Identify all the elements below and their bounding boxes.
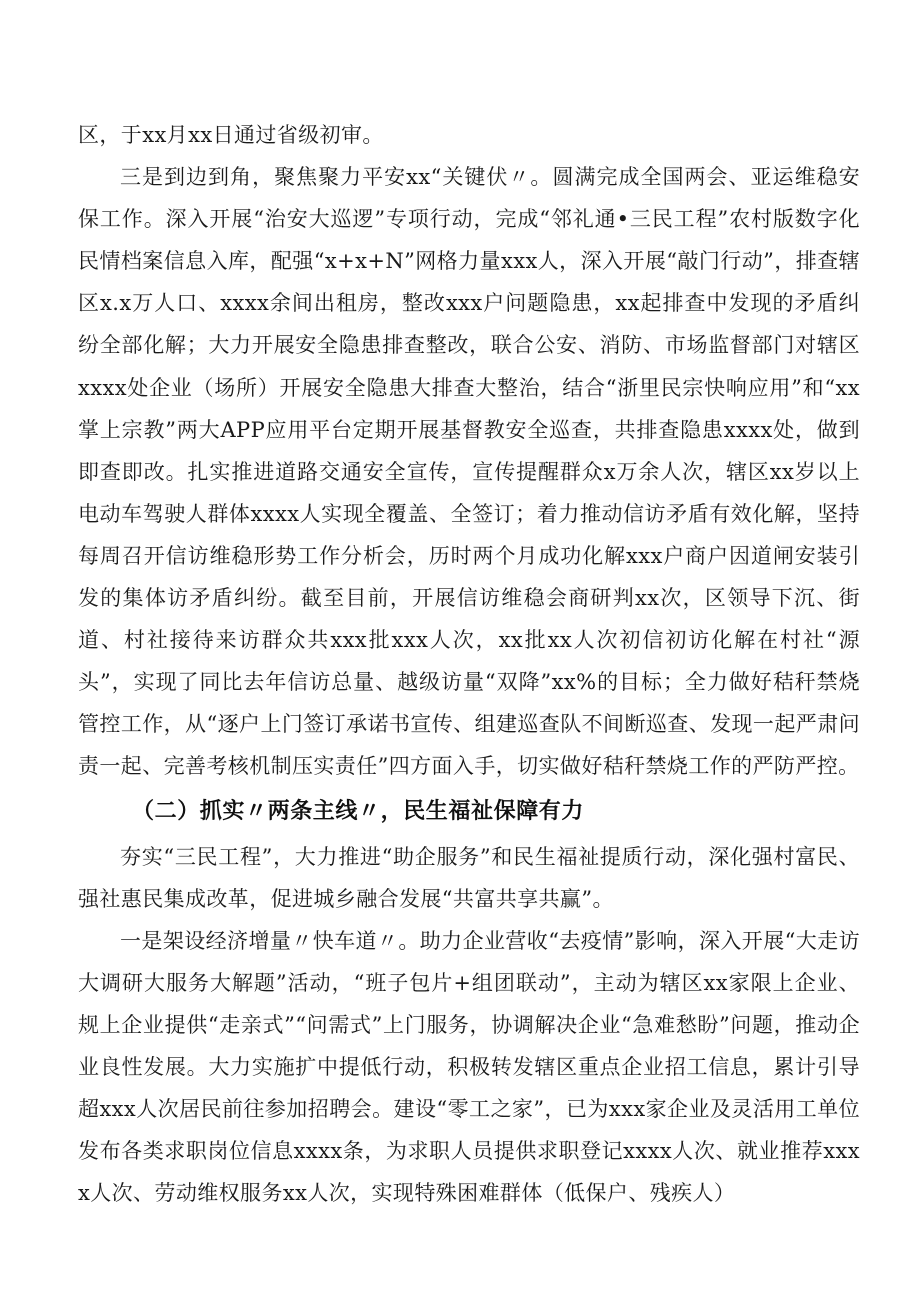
document-body <box>78 114 860 1214</box>
paragraph-safety-work: 三是到边到角，聚焦聚力平安xx“关键伏〃。圆满完成全国两会、亚运维稳安保工作。深入开展“治安大巡逻”专项行动，完成“邻礼通•三民工程”农村版数字化民情档案信息入库，配强“x+x+N”网格力量xxx人，深入开展“敲门行动”，排查辖区x.x万人口、xxxx余间出租房，整改xxx户问题隐患，xx起排查中发现的矛盾纠纷全部化解；大力开展安全隐患排查整改，联合公安、消防、市场监督部门对辖区xxxx处企业（场所）开展安全隐患大排查大整治，结合“浙里民宗快响应用”和“xx掌上宗教”两大APP应用平台定期开展基督教安全巡查，共排查隐患xxxx处，做到即查即改。扎实推进道路交通安全宣传，宣传提醒群众x万余人次，辖区xx岁以上电动车驾驶人群体xxxx人实现全覆盖、全签订；着力推动信访矛盾有效化解，坚持每周召开信访维稳形势工作分析会，历时两个月成功化解xxx户商户因道闸安装引发的集体访矛盾纠纷。截至目前，开展信访维稳会商研判xx次，区领导下沉、街道、村社接待来访群众共xxx批xxx人次，xx批xx人次初信初访化解在村社“源头”，实现了同比去年信访总量、越级访量“双降”xx%的目标；全力做好秸秆禁烧管控工作，从“逐户上门签订承诺书宣传、组建巡查队不间断巡查、发现一起严肃问责一起、完善考核机制压实责任”四方面入手，切实做好秸秆禁烧工作的严防严控。 <box>78 165 860 779</box>
paragraph-section-intro: 夯实“三民工程”，大力推进“助企服务”和民生福祉提质行动，深化强村富民、强社惠民集成改革，促进城乡融合发展“共富共享共赢”。 <box>78 844 860 911</box>
section-heading: （二）抓实〃两条主线〃，民生福祉保障有力 <box>132 798 585 824</box>
paragraph-continuation: 区，于xx月xx日通过省级初审。 <box>78 123 384 147</box>
paragraph-economic-growth: 一是架设经济增量〃快车道〃。助力企业营收“去疫情”影响，深入开展“大走访大调研大服务大解题”活动，“班子包片+组团联动”，主动为辖区xx家限上企业、规上企业提供“走亲式”“问需式”上门服务，协调解决企业“急难愁盼”问题，推动企业良性发展。大力实施扩中提低行动，积极转发辖区重点企业招工信息，累计引导超xxx人次居民前往参加招聘会。建设“零工之家”，已为xxx家企业及灵活用工单位发布各类求职岗位信息xxxx条，为求职人员提供求职登记xxxx人次、就业推荐xxxx人次、劳动维权服务xx人次，实现特殊困难群体（低保户、残疾人） <box>78 928 860 1206</box>
